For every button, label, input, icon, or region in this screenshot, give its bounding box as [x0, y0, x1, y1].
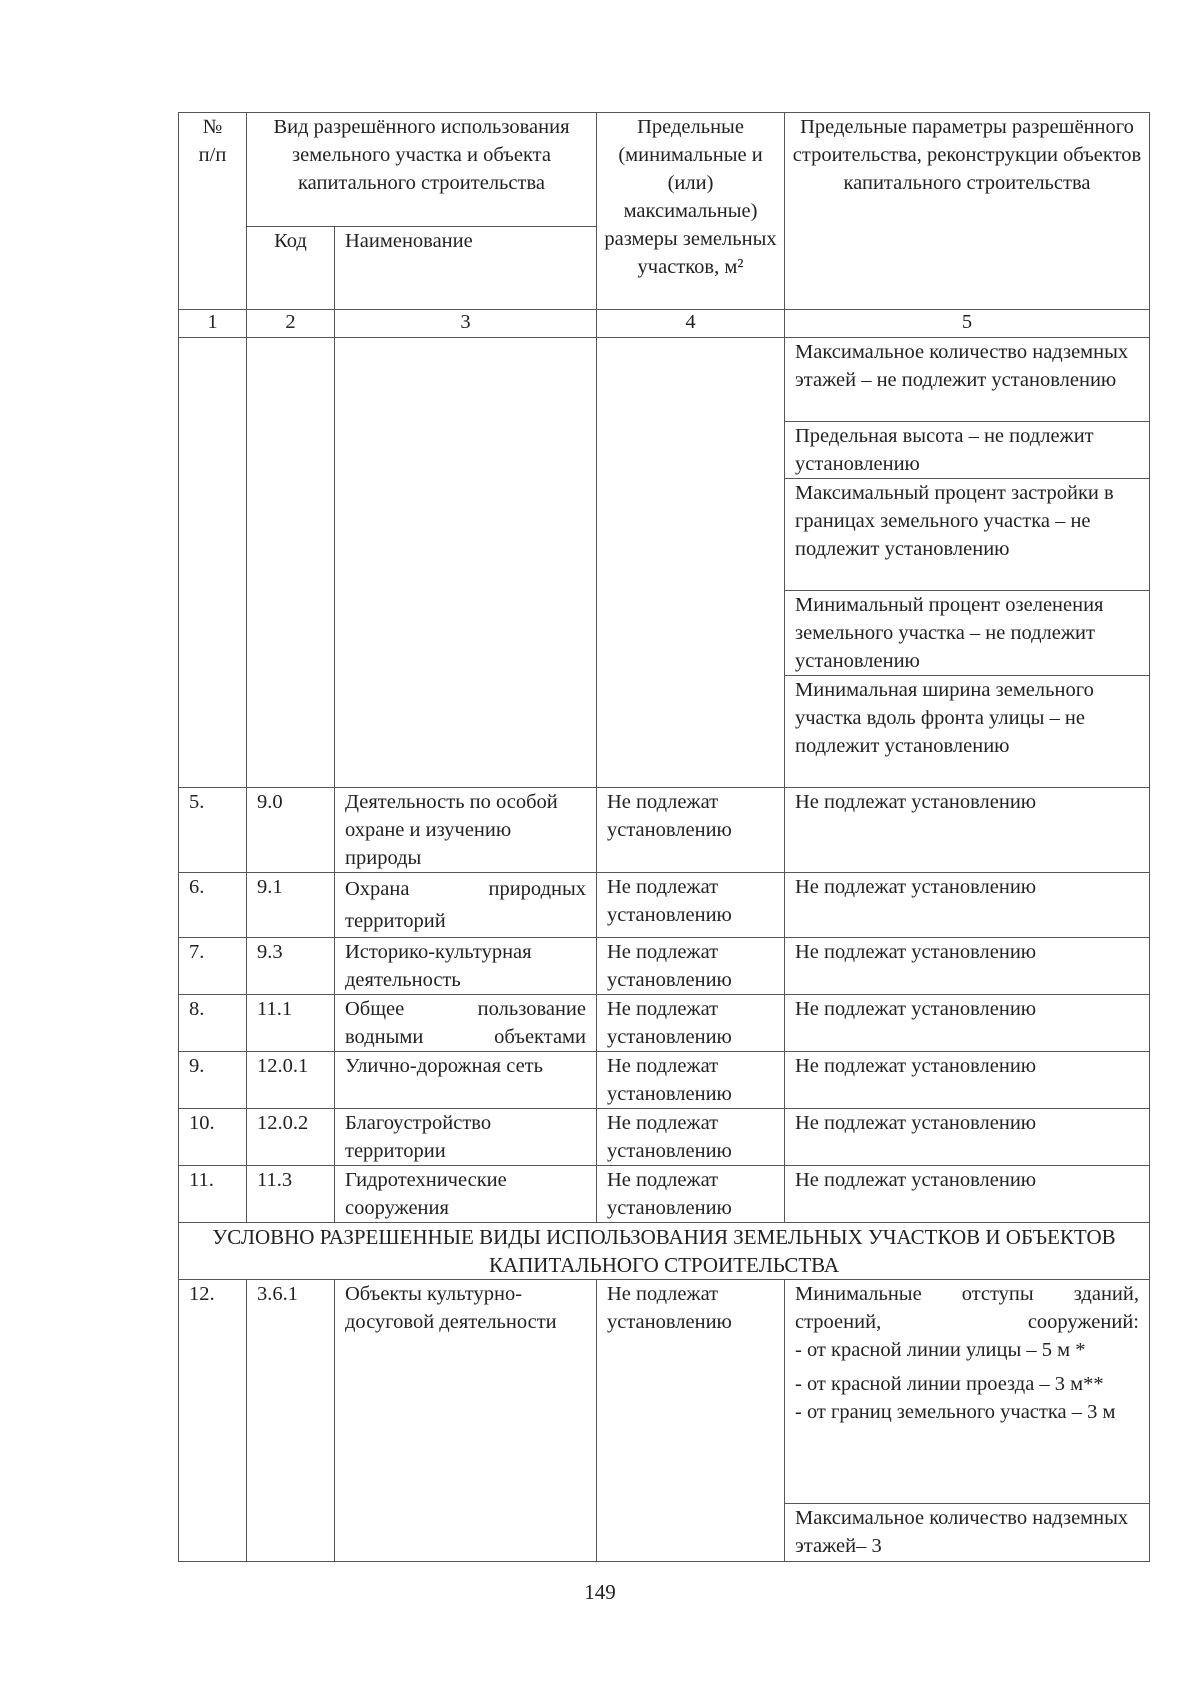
row-name: Улично-дорожная сеть — [335, 1052, 597, 1109]
param-cell: Максимальное количество надземных этажей – не подлежит установлению — [785, 338, 1150, 422]
header-use-kind: Вид разрешённого использования земельного участка и объекта капитального строительства — [247, 113, 597, 227]
row-params: Не подлежат установлению — [785, 938, 1150, 995]
row-size: Не подлежат установлению — [597, 1280, 785, 1562]
col-number: 2 — [247, 310, 335, 338]
empty-cell — [179, 338, 247, 788]
param-cell: Минимальная ширина земельного участка вдоль фронта улицы – не подлежит установлению — [785, 676, 1150, 788]
section-row — [179, 1223, 1150, 1280]
table-row-12 — [179, 1280, 1150, 1504]
row-code: 9.3 — [247, 938, 335, 995]
row-size: Не подлежат установлению — [597, 1166, 785, 1223]
row-params: Не подлежат установлению — [785, 1052, 1150, 1109]
row-name: Благоустройство территории — [335, 1109, 597, 1166]
header-build-params: Предельные параметры разрешённого строительства, реконструкции объектов капитального строительства — [785, 113, 1150, 310]
row-number: 10. — [179, 1109, 247, 1166]
regulations-table — [178, 112, 1150, 1562]
row-code: 12.0.2 — [247, 1109, 335, 1166]
row-number: 12. — [179, 1280, 247, 1562]
section-title: УСЛОВНО РАЗРЕШЕННЫЕ ВИДЫ ИСПОЛЬЗОВАНИЯ ЗЕМЕЛЬНЫХ УЧАСТКОВ И ОБЪЕКТОВ КАПИТАЛЬНОГО СТРОИТЕЛЬСТВА — [179, 1223, 1150, 1280]
row-code: 12.0.1 — [247, 1052, 335, 1109]
empty-cell — [247, 338, 335, 788]
continuation-row — [179, 338, 1150, 422]
param-cell: Предельная высота – не подлежит установлению — [785, 422, 1150, 479]
setback-boundary: - от границ земельного участка – 3 м — [795, 1401, 1116, 1423]
col-number: 5 — [785, 310, 1150, 338]
row-code: 9.1 — [247, 873, 335, 938]
row-name: Объекты культурно-досуговой деятельности — [335, 1280, 597, 1562]
header-number: № п/п — [179, 113, 247, 310]
table-row — [179, 938, 1150, 995]
row-code: 11.3 — [247, 1166, 335, 1223]
setback-passage: - от красной линии проезда – 3 м** — [795, 1373, 1104, 1395]
table-row — [179, 1166, 1150, 1223]
row-size: Не подлежат установлению — [597, 873, 785, 938]
row-name: Гидротехнические сооружения — [335, 1166, 597, 1223]
col-number: 4 — [597, 310, 785, 338]
row-params: Не подлежат установлению — [785, 1166, 1150, 1223]
row-number: 7. — [179, 938, 247, 995]
table-row — [179, 873, 1150, 938]
row-name: Историко-культурная деятельность — [335, 938, 597, 995]
table-row — [179, 1109, 1150, 1166]
table-row — [179, 788, 1150, 873]
row-number: 6. — [179, 873, 247, 938]
row-number: 8. — [179, 995, 247, 1052]
row-code: 11.1 — [247, 995, 335, 1052]
row-number: 9. — [179, 1052, 247, 1109]
row-params: Не подлежат установлению — [785, 1109, 1150, 1166]
row-name: Общее пользование водными объектами — [335, 995, 597, 1052]
param-cell: Минимальный процент озеленения земельного участка – не подлежит установлению — [785, 591, 1150, 676]
setback-street: - от красной линии улицы – 5 м * — [795, 1339, 1086, 1361]
row-params: Не подлежат установлению — [785, 788, 1150, 873]
row-params: Не подлежат установлению — [785, 873, 1150, 938]
row-size: Не подлежат установлению — [597, 1052, 785, 1109]
page-number: 149 — [584, 1580, 616, 1604]
floors-cell: Максимальное количество надземных этажей– 3 — [785, 1504, 1150, 1562]
param-cell: Максимальный процент застройки в границах земельного участка – не подлежит установлению — [785, 479, 1150, 591]
row-size: Не подлежат установлению — [597, 938, 785, 995]
table-row — [179, 1052, 1150, 1109]
col-number: 3 — [335, 310, 597, 338]
setbacks-title: Минимальные отступы зданий, строений, сооружений: — [795, 1283, 1139, 1333]
header-code: Код — [247, 227, 335, 310]
row-size: Не подлежат установлению — [597, 1109, 785, 1166]
row-number: 5. — [179, 788, 247, 873]
col-number: 1 — [179, 310, 247, 338]
header-row — [179, 113, 1150, 227]
column-numbers-row — [179, 310, 1150, 338]
row-name: Деятельность по особой охране и изучению природы — [335, 788, 597, 873]
header-plot-sizes: Предельные (минимальные и (или) максимальные) размеры земельных участков, м² — [597, 113, 785, 310]
row-number: 11. — [179, 1166, 247, 1223]
header-name: Наименование — [335, 227, 597, 310]
setbacks-cell — [785, 1280, 1150, 1504]
table-row — [179, 995, 1150, 1052]
row-code: 9.0 — [247, 788, 335, 873]
row-name: Охрана природных территорий — [335, 873, 597, 938]
empty-cell — [597, 338, 785, 788]
row-size: Не подлежат установлению — [597, 995, 785, 1052]
empty-cell — [335, 338, 597, 788]
row-params: Не подлежат установлению — [785, 995, 1150, 1052]
row-code: 3.6.1 — [247, 1280, 335, 1562]
row-size: Не подлежат установлению — [597, 788, 785, 873]
